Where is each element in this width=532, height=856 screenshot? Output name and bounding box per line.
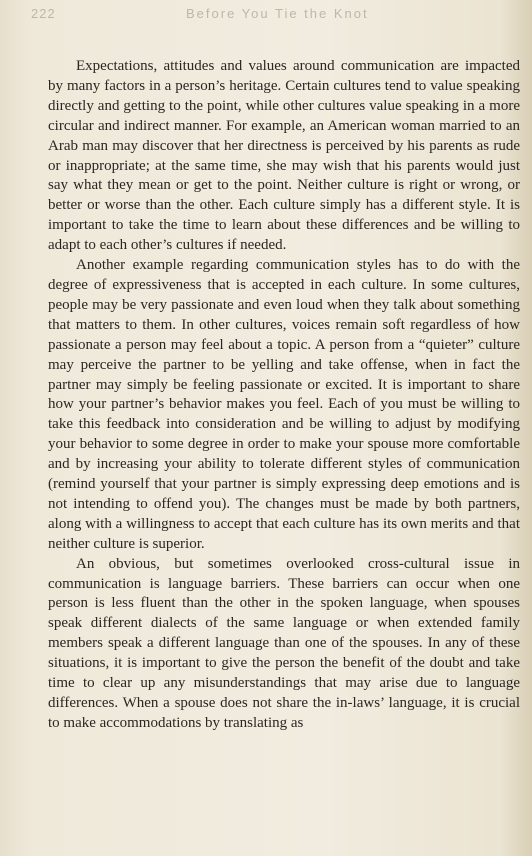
page-header bbox=[31, 6, 501, 26]
paragraph-expressiveness: Another example regarding communication styles has to do with the degree of expressiveness that is accepted in each culture. In some cultures, people may be very passionate and even loud when they talk about something that matters to them. In other cultures, voices remain soft regardless of how passionate a person may feel about a topic. A person from a “quieter” culture may perceive the partner to be yelling and take offense, when in fact the partner may simply be feeling passionate or excited. It is important to share how your partner’s behavior makes you feel. Each of you must be willing to take this feedback into consideration and be willing to adjust by modifying your behavior to some degree in order to make your spouse more comfortable and by increasing your ability to tolerate different styles of communication (remind yourself that your partner is simply expressing deep emotions and is not intending to offend you). The changes must be made by both partners, along with a willingness to accept that each culture has its own merits and that neither culture is superior. bbox=[48, 257, 520, 552]
body-text bbox=[48, 57, 520, 734]
paragraph-language-barriers: An obvious, but sometimes overlooked cross-cultural issue in communication is language barriers. These barriers can occur when one person is less fluent than the other in the spoken language, when spouses speak different dialects of the same language or when extended family members speak a different language than one of the spouses. In any of these situations, it is important to give the person the benefit of the doubt and take time to clear up any misunderstandings that may arise due to language differences. When a spouse does not share the in-laws’ language, it is crucial to make accommodations by translating as bbox=[48, 555, 520, 731]
running-title: Before You Tie the Knot bbox=[186, 6, 369, 21]
page-number: 222 bbox=[31, 6, 56, 21]
paragraph-expectations: Expectations, attitudes and values around communication are impacted by many factors in a person’s heritage. Certain cultures tend to value speaking directly and getting to the point, while other cultures value speaking in a more circular and indirect manner. For example, an American woman married to an Arab man may discover that her directness is perceived by his parents as rude or inappropriate; at the same time, she may wish that his parents would just say what they mean or get to the point. Neither culture is right or wrong, or better or worse than the other. Each culture simply has a different style. It is important to take the time to learn about these differences and be willing to adapt to each other’s cultures if needed. bbox=[48, 58, 520, 254]
